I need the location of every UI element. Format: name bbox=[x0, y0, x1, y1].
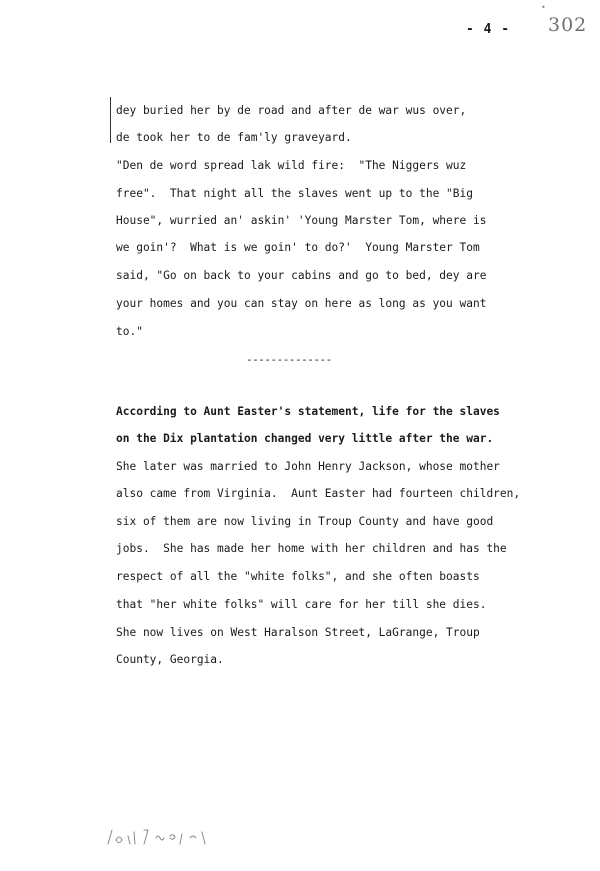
paragraph-2-line: also came from Virginia. Aunt Easter had fourteen children, bbox=[116, 487, 521, 500]
paragraph-1-line: to." bbox=[116, 325, 143, 338]
paragraph-2-line: According to Aunt Easter's statement, life for the slaves bbox=[116, 405, 500, 418]
page-number: - 4 - bbox=[466, 22, 511, 37]
paragraph-1-line: House", wurried an' askin' 'Young Marster Tom, where is bbox=[116, 214, 487, 227]
section-separator: -------------- bbox=[246, 353, 332, 366]
paragraph-1-line: said, "Go on back to your cabins and go to bed, dey are bbox=[116, 269, 487, 282]
paragraph-1-line: dey buried her by de road and after de war wus over, bbox=[116, 104, 467, 117]
paragraph-2-line: on the Dix plantation changed very little after the war. bbox=[116, 432, 494, 445]
paragraph-2-line: County, Georgia. bbox=[116, 653, 224, 666]
paragraph-1-line: free". That night all the slaves went up to the "Big bbox=[116, 187, 473, 200]
paragraph-1-line: de took her to de fam'ly graveyard. bbox=[116, 131, 352, 144]
paragraph-2-line: six of them are now living in Troup County and have good bbox=[116, 515, 494, 528]
handwritten-notation-mark bbox=[104, 826, 234, 848]
paragraph-1-line: "Den de word spread lak wild fire: "The Niggers wuz bbox=[116, 159, 467, 172]
paragraph-2-line: She now lives on West Haralson Street, LaGrange, Troup bbox=[116, 626, 480, 639]
stamp-number: 302 bbox=[548, 14, 588, 36]
paragraph-2-line: She later was married to John Henry Jackson, whose mother bbox=[116, 460, 500, 473]
stamp-mark: • bbox=[541, 3, 546, 12]
paragraph-2-line: respect of all the "white folks", and she often boasts bbox=[116, 570, 480, 583]
paragraph-2-line: that "her white folks" will care for her till she dies. bbox=[116, 598, 487, 611]
paragraph-2-line: jobs. She has made her home with her children and has the bbox=[116, 542, 507, 555]
paragraph-1-line: your homes and you can stay on here as long as you want bbox=[116, 297, 487, 310]
paragraph-1-line: we goin'? What is we goin' to do?' Young Marster Tom bbox=[116, 241, 480, 254]
